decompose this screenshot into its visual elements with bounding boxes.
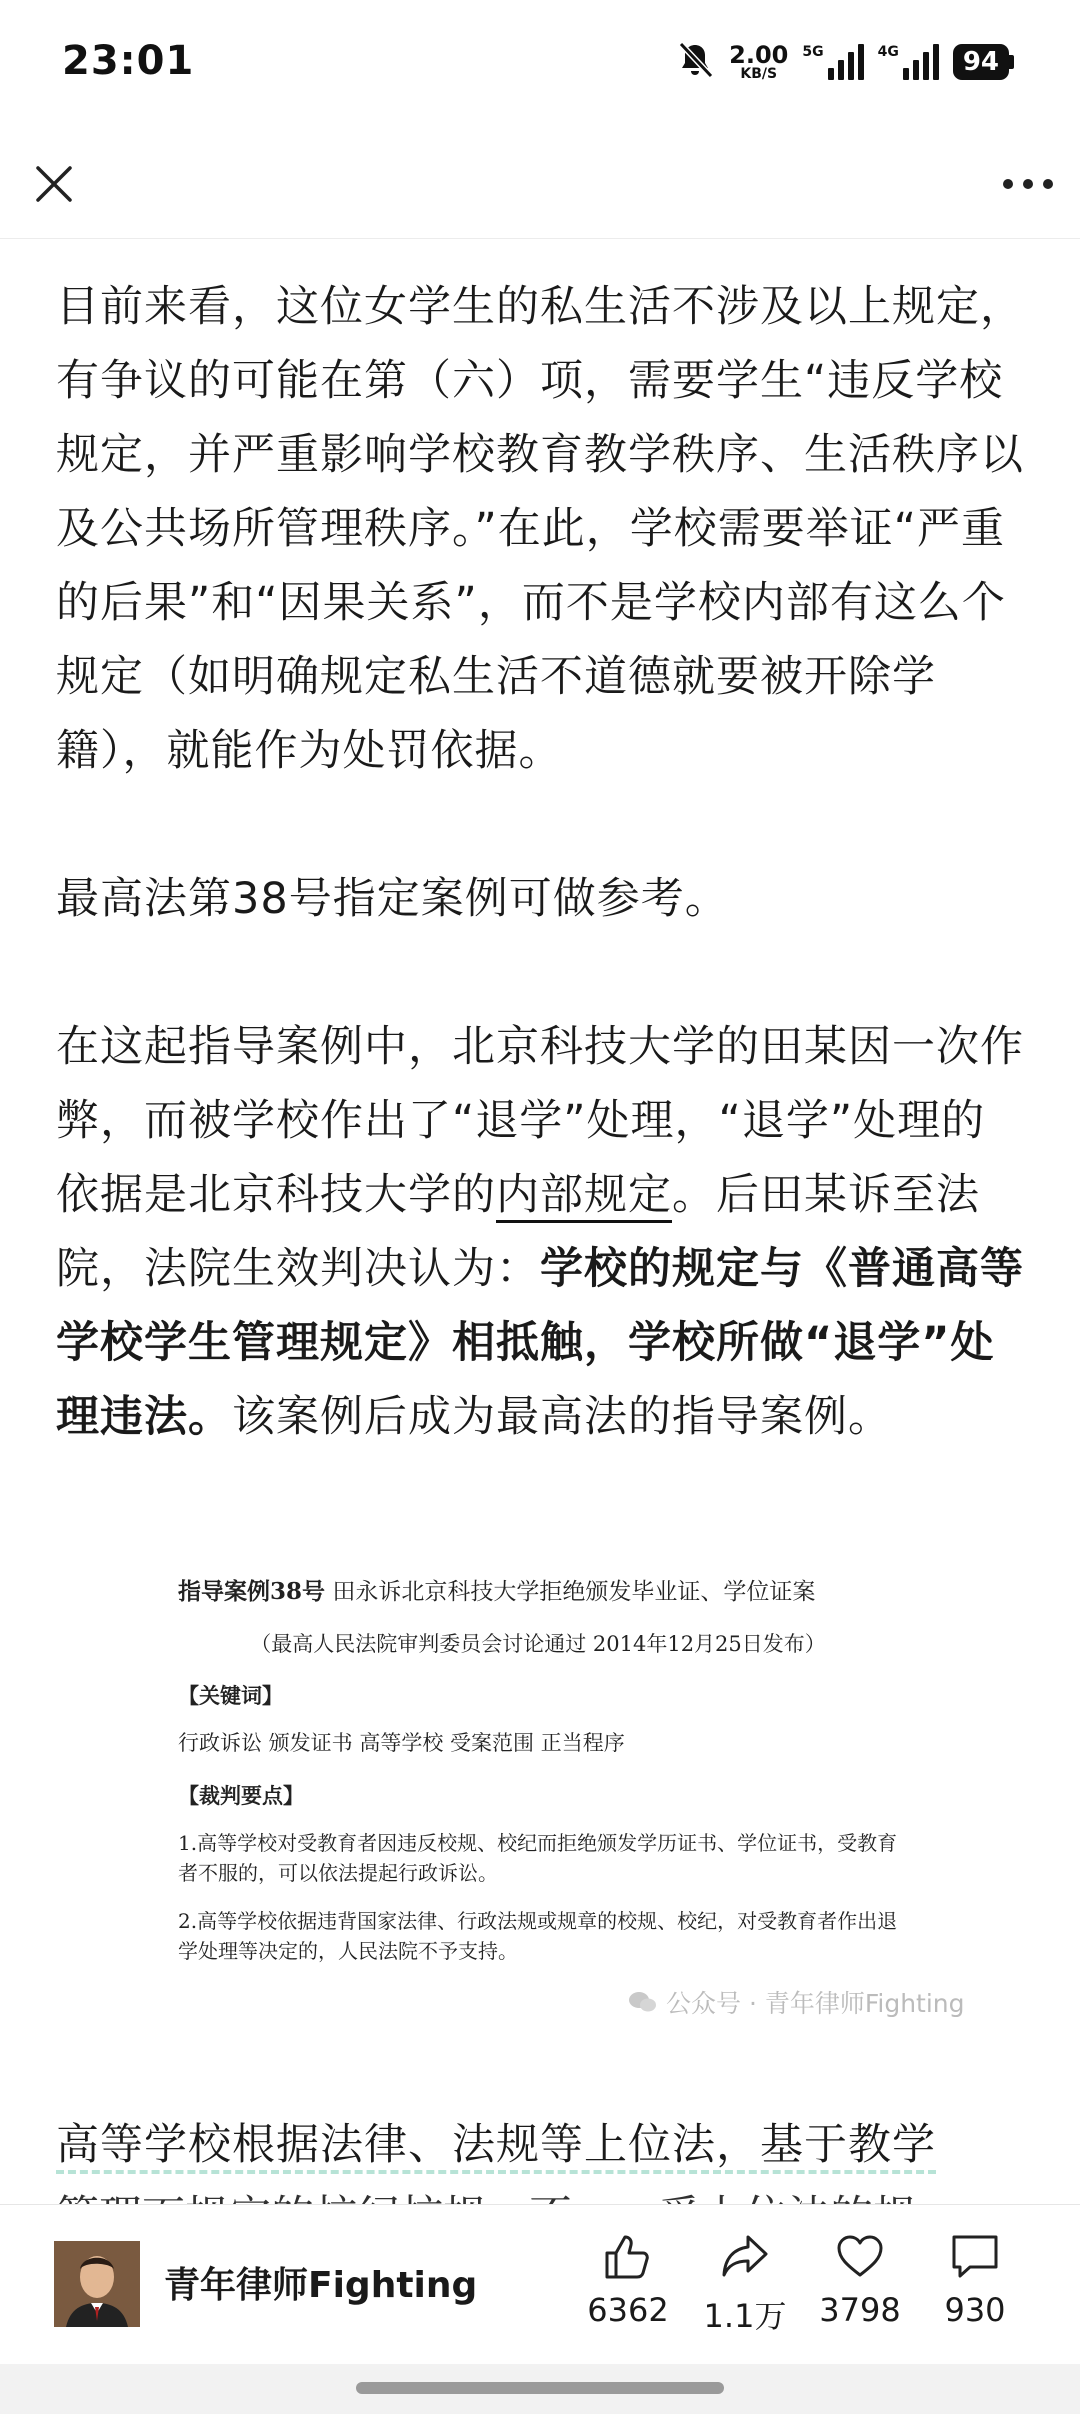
home-indicator[interactable] [356, 2382, 724, 2394]
paragraph-1: 目前来看，这位女学生的私生活不涉及以上规定，有争议的可能在第（六）项，需要学生“违反学校规定，并严重影响学校教育教学秩序、生活秩序以及公共场所管理秩序。”在此，学校需要举证“严重的后果”和“因果关系”，而不是学校内部有这么个规定（如明确规定私生活不道德就要被开除学籍），就能作为处罚依据。 [56, 282, 1024, 776]
share-button[interactable] [690, 2229, 800, 2337]
case-subtitle: （最高人民法院审判委员会讨论通过 2014年12月25日发布） [250, 1632, 826, 1656]
watermark-text: 公众号 · 青年律师Fighting [666, 1989, 965, 2018]
ruling-point-1: 1.高等学校对受教育者因违反校规、校纪而拒绝颁发学历证书、学位证书，受教育者不服的，可以依法提起行政诉讼。 [178, 1831, 898, 1885]
favorite-button[interactable] [805, 2229, 915, 2329]
status-time: 23:01 [62, 38, 195, 84]
signal-bars-icon [828, 44, 864, 80]
case-title-number: 指导案例38号 [178, 1578, 326, 1605]
paragraph-4-continued [56, 2180, 1036, 2206]
heart-icon [833, 2229, 887, 2283]
like-count: 6362 [587, 2291, 669, 2329]
gesture-bar [0, 2364, 1080, 2414]
bottom-action-bar [0, 2204, 1080, 2365]
net-label-5g: 5G [802, 44, 824, 60]
watermark [628, 1984, 965, 2020]
status-bar [0, 0, 1080, 130]
comment-count: 930 [944, 2291, 1006, 2329]
comment-button[interactable] [920, 2229, 1030, 2329]
battery-icon [953, 44, 1014, 80]
more-options-button[interactable] [996, 152, 1060, 216]
paragraph-3-part-c: 该案例后成为最高法的指导案例。 [232, 1392, 892, 1442]
paragraph-3-part-a: 在这起指导案例中，北京科技大学的田某因一次作弊，而被学校作出了“退学”处理，“退学”处理的依据是北京科技大学的 [56, 1022, 1024, 1220]
ruling-point-2: 2.高等学校依据违背国家法律、行政法规或规章的校规、校纪，对受教育者作出退学处理等决定的，人民法院不予支持。 [178, 1909, 898, 1963]
speed-value: 2.00 [729, 41, 789, 69]
network-speed [729, 43, 788, 81]
author-name[interactable]: 青年律师Fighting [164, 2265, 478, 2306]
status-icons [675, 40, 1014, 84]
internal-rules-link[interactable]: 内部规定 [496, 1170, 672, 1223]
article-body [56, 270, 1028, 1454]
paragraph-3-part-b: 。后田某诉至法院，法院生效判决认为： [56, 1170, 980, 1294]
favorite-count: 3798 [819, 2291, 901, 2329]
signal-bars-icon [903, 44, 939, 80]
paragraph-2: 最高法第38号指定案例可做参考。 [56, 874, 729, 924]
keywords-heading: 【关键词】 [178, 1683, 283, 1708]
paragraph-3-bold: 学校的规定与《普通高等学校学生管理规定》相抵触，学校所做“退学”处理违法。 [56, 1244, 1024, 1442]
like-button[interactable] [573, 2229, 683, 2329]
paragraph-4 [56, 2108, 1036, 2182]
case-title [178, 1576, 898, 1608]
comment-bubble-icon [948, 2229, 1002, 2283]
case-title-text: 田永诉北京科技大学拒绝颁发毕业证、学位证案 [325, 1579, 816, 1605]
thumbs-up-icon [601, 2229, 655, 2283]
ruling-points-heading: 【裁判要点】 [178, 1783, 304, 1808]
author-avatar[interactable] [54, 2241, 140, 2327]
close-icon [34, 164, 74, 204]
signal-4g [878, 44, 939, 80]
mute-bell-icon [675, 40, 715, 84]
keywords-text: 行政诉讼 颁发证书 高等学校 受案范围 正当程序 [178, 1731, 625, 1755]
more-dots-icon [1002, 178, 1054, 190]
case-document-image[interactable] [0, 1548, 1080, 2028]
highlighted-text[interactable]: 高等学校根据法律、法规等上位法，基于教学 [56, 2120, 936, 2174]
share-arrow-icon [718, 2229, 772, 2283]
signal-5g [802, 44, 863, 80]
net-label-4g: 4G [877, 44, 899, 60]
paragraph-3 [56, 1010, 1028, 1454]
battery-level: 94 [953, 44, 1009, 80]
close-button[interactable] [22, 152, 86, 216]
speed-unit: KB/S [740, 66, 778, 82]
wechat-icon [628, 1990, 658, 2014]
top-nav-bar [0, 130, 1080, 239]
share-count: 1.1万 [703, 2297, 787, 2335]
